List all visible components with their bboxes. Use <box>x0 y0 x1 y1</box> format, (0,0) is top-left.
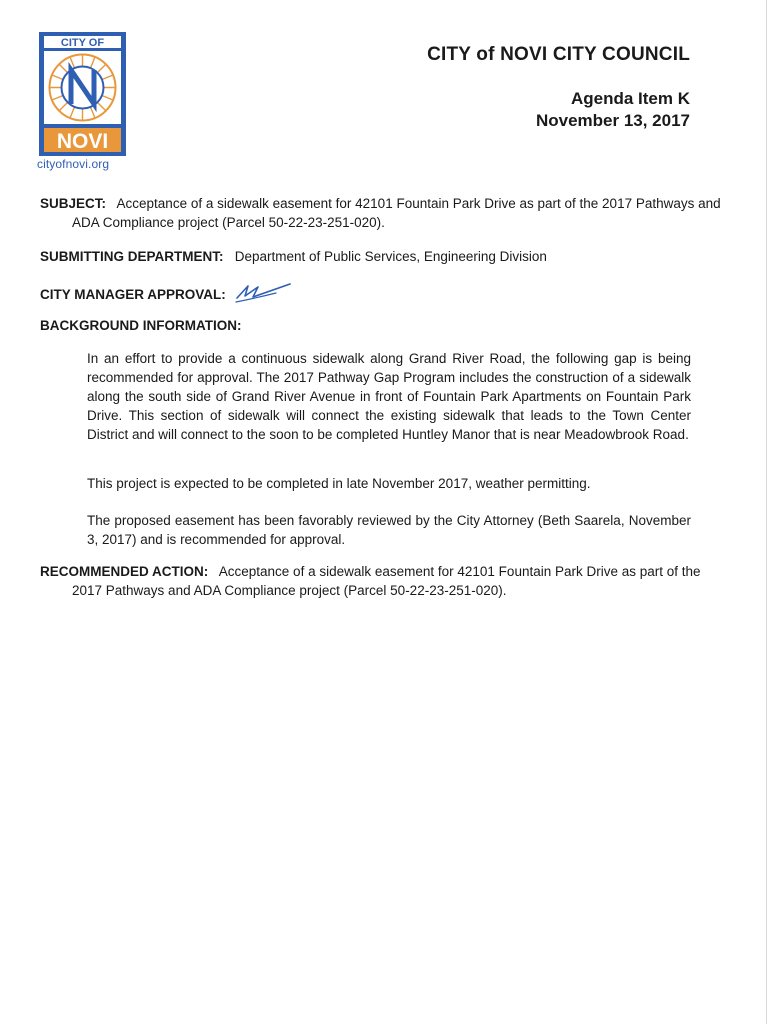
logo-top-text: CITY OF <box>60 37 105 49</box>
city-of-novi-logo <box>39 32 126 156</box>
recommended-action-text: Acceptance of a sidewalk easement for 42101 Fountain Park Drive as part of the 2017 Pathways and ADA Compliance project (Parcel 50-22-23-251-020). <box>72 564 701 598</box>
logo-bottom-text: NOVI <box>56 130 109 153</box>
department-section <box>40 247 692 266</box>
page-edge-divider <box>766 0 767 1024</box>
approval-section <box>40 281 692 310</box>
signature-mark <box>234 281 294 310</box>
subject-label: SUBJECT: <box>40 196 107 211</box>
department-text: Department of Public Services, Engineering Division <box>234 249 547 264</box>
recommended-action-section <box>40 562 724 600</box>
department-label: SUBMITTING DEPARTMENT: <box>40 249 224 264</box>
background-paragraph-1: In an effort to provide a continuous sidewalk along Grand River Road, the following gap is being recommended for approval. The 2017 Pathway Gap Program includes the construction of a sidewalk along the south side of Grand River Avenue in front of Fountain Park Apartments on Fountain Park Drive. This section of sidewalk will connect the existing sidewalk that leads to the Town Center District and will connect to the soon to be completed Huntley Manor that is near Meadowbrook Road. <box>87 351 691 442</box>
background-paragraph-3: The proposed easement has been favorably reviewed by the City Attorney (Beth Saarela, November 3, 2017) and is recommended for approval. <box>87 513 691 547</box>
subject-section <box>40 194 724 232</box>
background-heading: BACKGROUND INFORMATION: <box>40 318 242 333</box>
meeting-date: November 13, 2017 <box>535 111 690 130</box>
document-header <box>427 44 690 132</box>
subject-text: Acceptance of a sidewalk easement for 42101 Fountain Park Drive as part of the 2017 Pathways and ADA Compliance project (Parcel 50-22-23-251-020). <box>72 196 721 230</box>
approval-label: CITY MANAGER APPROVAL: <box>40 287 226 302</box>
background-paragraph-2: This project is expected to be completed in late November 2017, weather permitting. <box>87 476 591 491</box>
council-title: CITY of NOVI CITY COUNCIL <box>427 44 690 65</box>
agenda-item-label: Agenda Item K <box>570 89 690 108</box>
logo-website-url: cityofnovi.org <box>37 157 110 171</box>
recommended-action-label: RECOMMENDED ACTION: <box>40 564 209 579</box>
